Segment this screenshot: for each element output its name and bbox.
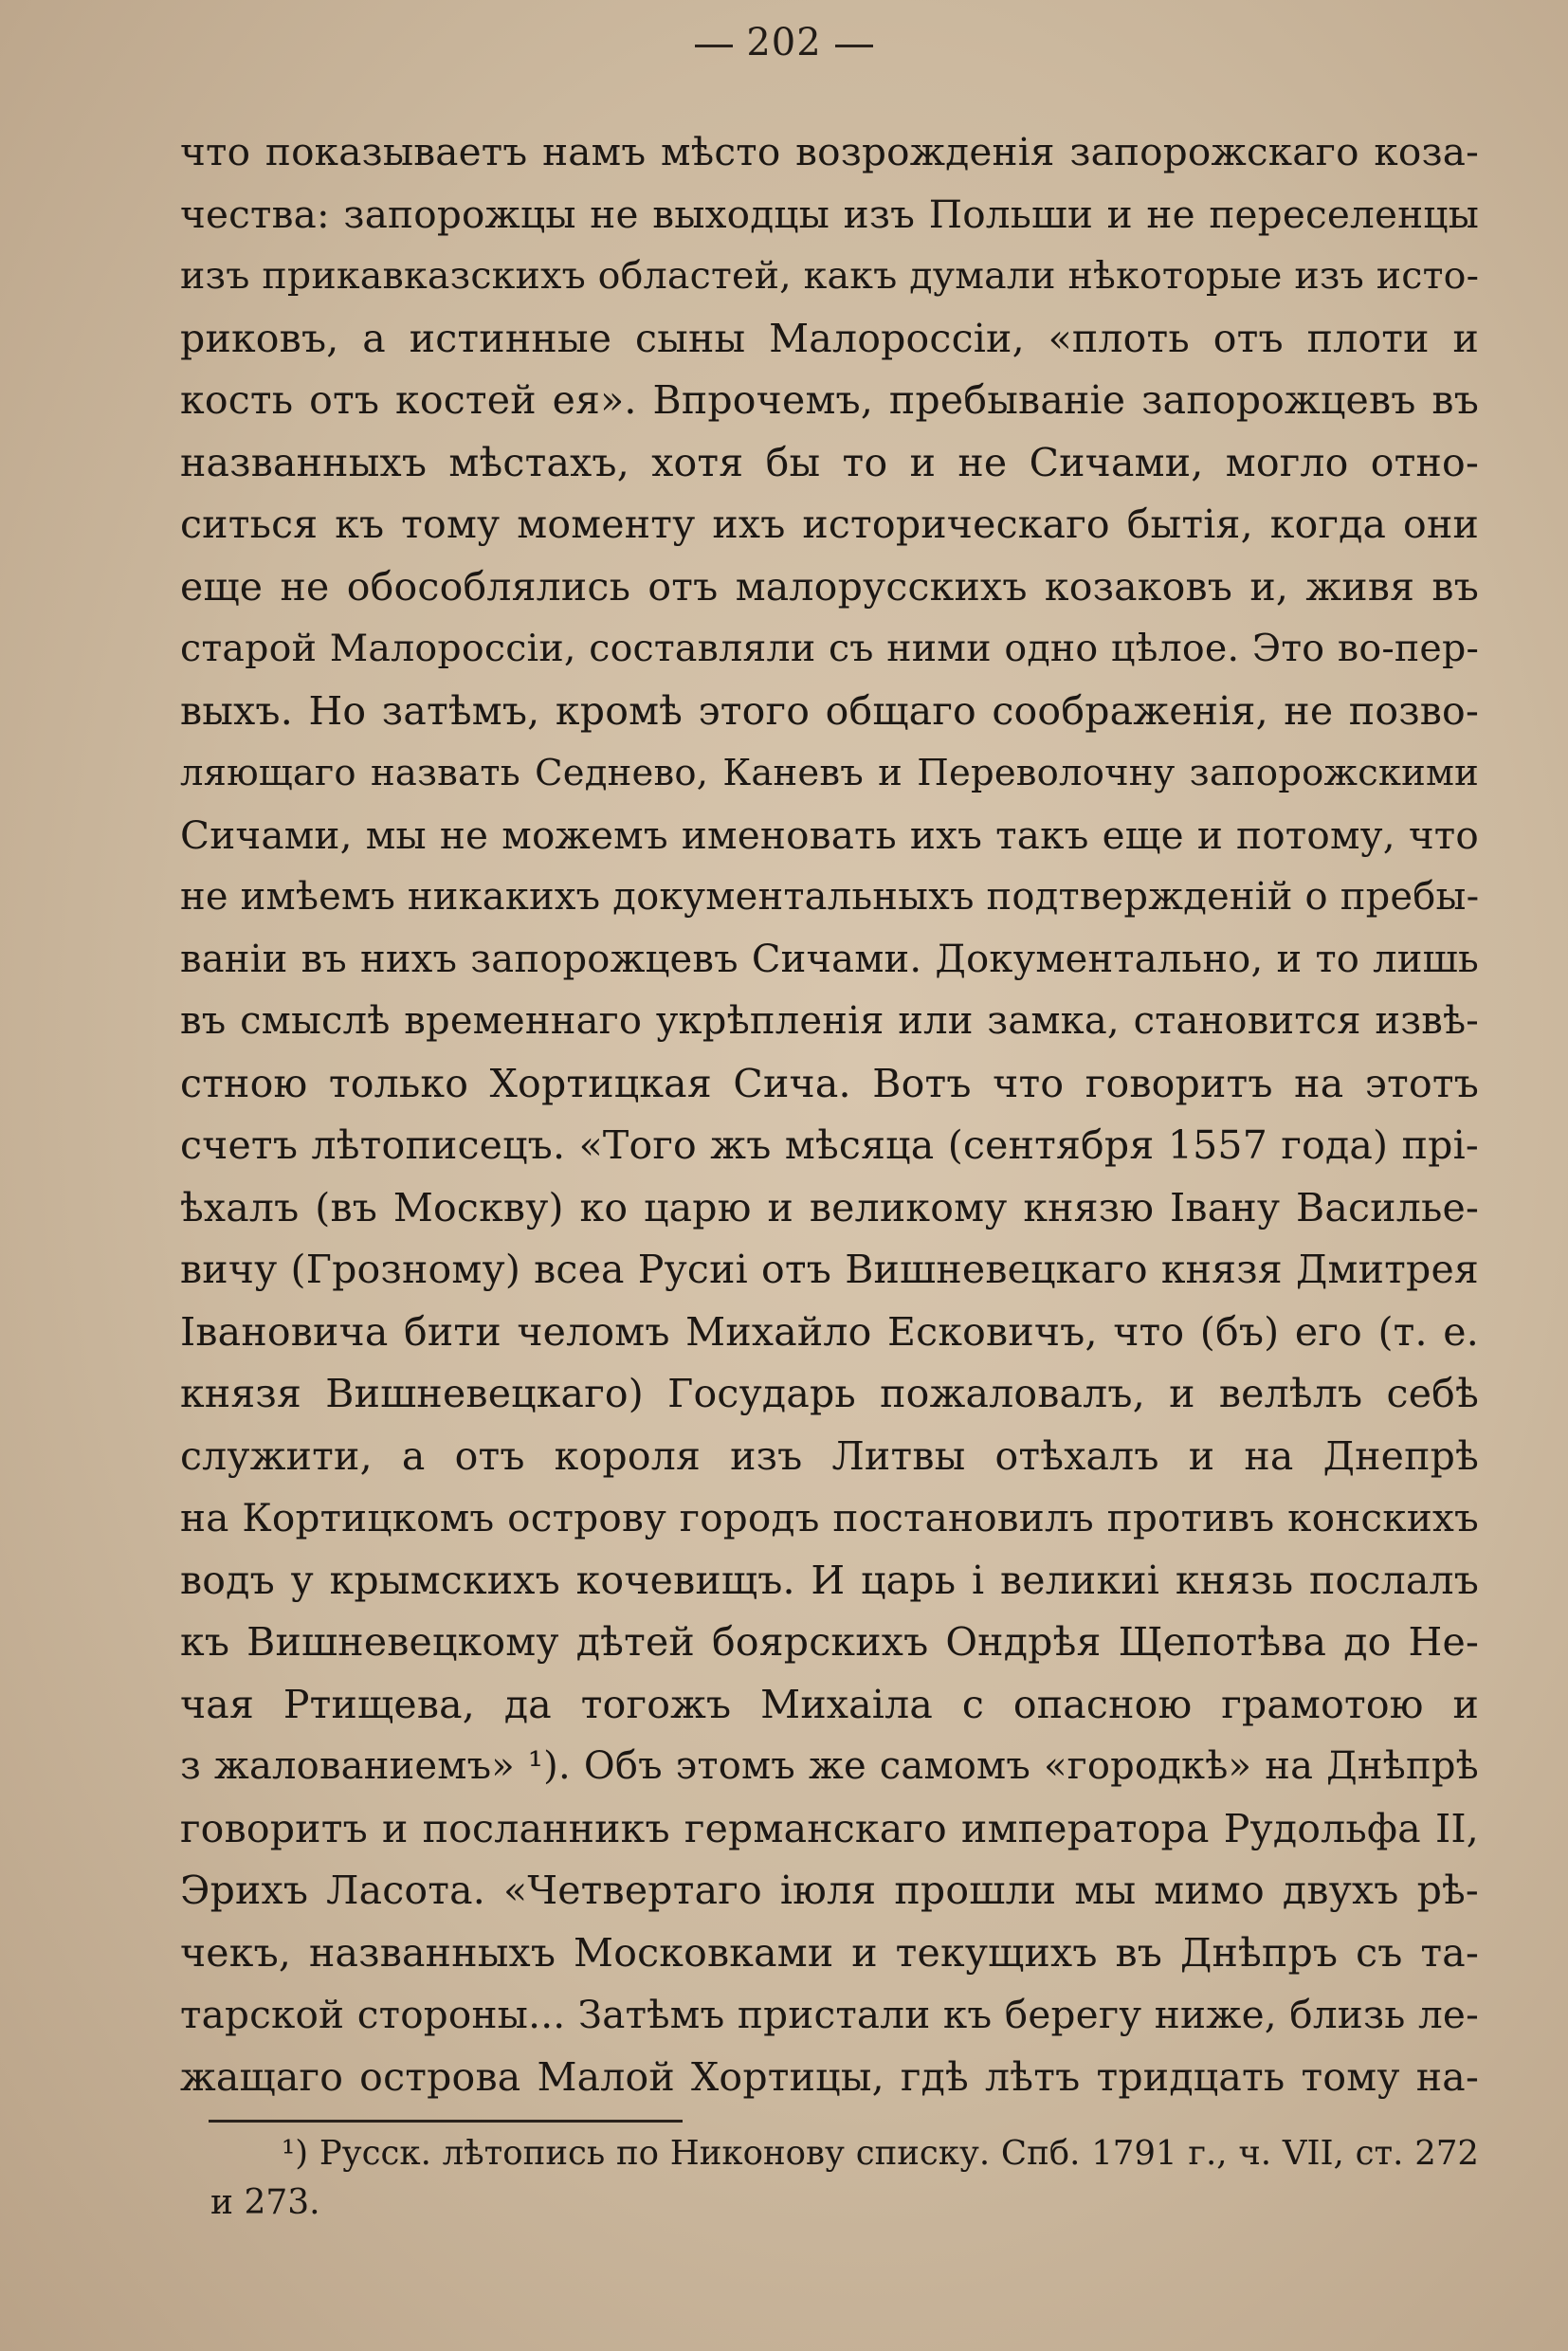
footnote-line: ¹) Русск. лѣтопись по Никонову списку. Спб. 1791 г., ч. VII, ст. 272 <box>282 2134 1479 2173</box>
text-line: чая Ртищева, да тогожъ Михаіла с опасною грамотою и <box>180 1681 1479 1727</box>
text-line: къ Вишневецкому дѣтей боярскихъ Ондрѣя Щепотѣва до Не- <box>180 1619 1479 1665</box>
text-line: что показываетъ намъ мѣсто возрожденія запорожскаго коза- <box>180 129 1479 174</box>
text-line: старой Малороссіи, составляли съ ними одно цѣлое. Это во-пер- <box>180 627 1479 670</box>
text-line: тарской стороны... Затѣмъ пристали къ берегу ниже, близь ле- <box>180 1992 1479 2037</box>
text-line: вичу (Грозному) всеа Русиі отъ Вишневецкаго князя Дмитрея <box>180 1247 1479 1292</box>
text-line: служити, а отъ короля изъ Литвы отѣхалъ и на Днепрѣ <box>180 1432 1479 1479</box>
text-line: з жалованиемъ» ¹). Объ этомъ же самомъ «городкѣ» на Днѣпрѣ <box>180 1744 1479 1788</box>
text-line: князя Вишневецкаго) Государь пожаловалъ, и велѣлъ себѣ <box>180 1371 1479 1416</box>
text-line: счетъ лѣтописецъ. «Того жъ мѣсяца (сентября 1557 года) прі- <box>180 1122 1479 1168</box>
text-line: водъ у крымскихъ кочевищъ. И царь і великиі князь послалъ <box>180 1557 1479 1603</box>
text-line: выхъ. Но затѣмъ, кромѣ этого общаго соображенія, не позво- <box>180 687 1479 734</box>
text-line: жащаго острова Малой Хортицы, гдѣ лѣтъ тридцать тому на- <box>180 2053 1479 2100</box>
text-line: Івановича бити челомъ Михайло Есковичъ, что (бъ) его (т. е. <box>180 1308 1479 1355</box>
footnote-divider <box>209 2120 683 2123</box>
text-line: названныхъ мѣстахъ, хотя бы то и не Сичами, могло отно- <box>180 439 1479 485</box>
text-line: не имѣемъ никакихъ документальныхъ подтвержденій о пребы- <box>180 875 1480 919</box>
text-line: чества: запорожцы не выходцы изъ Польши и не переселенцы <box>180 191 1479 237</box>
footnotes <box>210 2129 1479 2228</box>
text-line: изъ прикавказскихъ областей, какъ думали нѣкоторые изъ исто- <box>180 254 1480 298</box>
footnote-line: и 273. <box>210 2183 320 2222</box>
text-line: говоритъ и посланникъ германскаго императора Рудольфа II, <box>180 1805 1479 1851</box>
text-line: ляющаго назвать Седнево, Каневъ и Переволочну запорожскими <box>180 752 1479 794</box>
page-number-value: 202 <box>746 21 822 64</box>
text-line: ситься къ тому моменту ихъ историческаго бытія, когда они <box>180 501 1479 547</box>
text-line: Сичами, мы не можемъ именовать ихъ такъ еще и потому, что <box>180 811 1479 858</box>
text-line: кость отъ костей ея». Впрочемъ, пребываніе запорожцевъ въ <box>180 377 1479 423</box>
text-line: Эрихъ Ласота. «Четвертаго іюля прошли мы мимо двухъ рѣ- <box>180 1868 1479 1913</box>
main-text <box>180 121 1479 2108</box>
text-line: риковъ, а истинные сыны Малороссіи, «плоть отъ плоти и <box>180 315 1479 361</box>
text-line: на Кортицкомъ острову городъ постановилъ противъ конскихъ <box>180 1495 1479 1540</box>
text-line: еще не обособлялись отъ малорусскихъ козаковъ и, живя въ <box>180 563 1479 610</box>
text-line: въ смыслѣ временнаго укрѣпленія или замка, становится извѣ- <box>180 999 1479 1043</box>
page-number-dash-right <box>835 45 873 47</box>
page-number <box>0 21 1568 64</box>
text-line: стною только Хортицкая Сича. Вотъ что говоритъ на этотъ <box>180 1060 1479 1106</box>
text-line: чекъ, названныхъ Московками и текущихъ въ Днѣпръ съ та- <box>180 1929 1479 1976</box>
page-number-dash-left <box>695 45 733 47</box>
text-line: ваніи въ нихъ запорожцевъ Сичами. Документально, и то лишь <box>180 937 1479 981</box>
text-line: ѣхалъ (въ Москву) ко царю и великому князю Івану Василье- <box>180 1184 1479 1230</box>
